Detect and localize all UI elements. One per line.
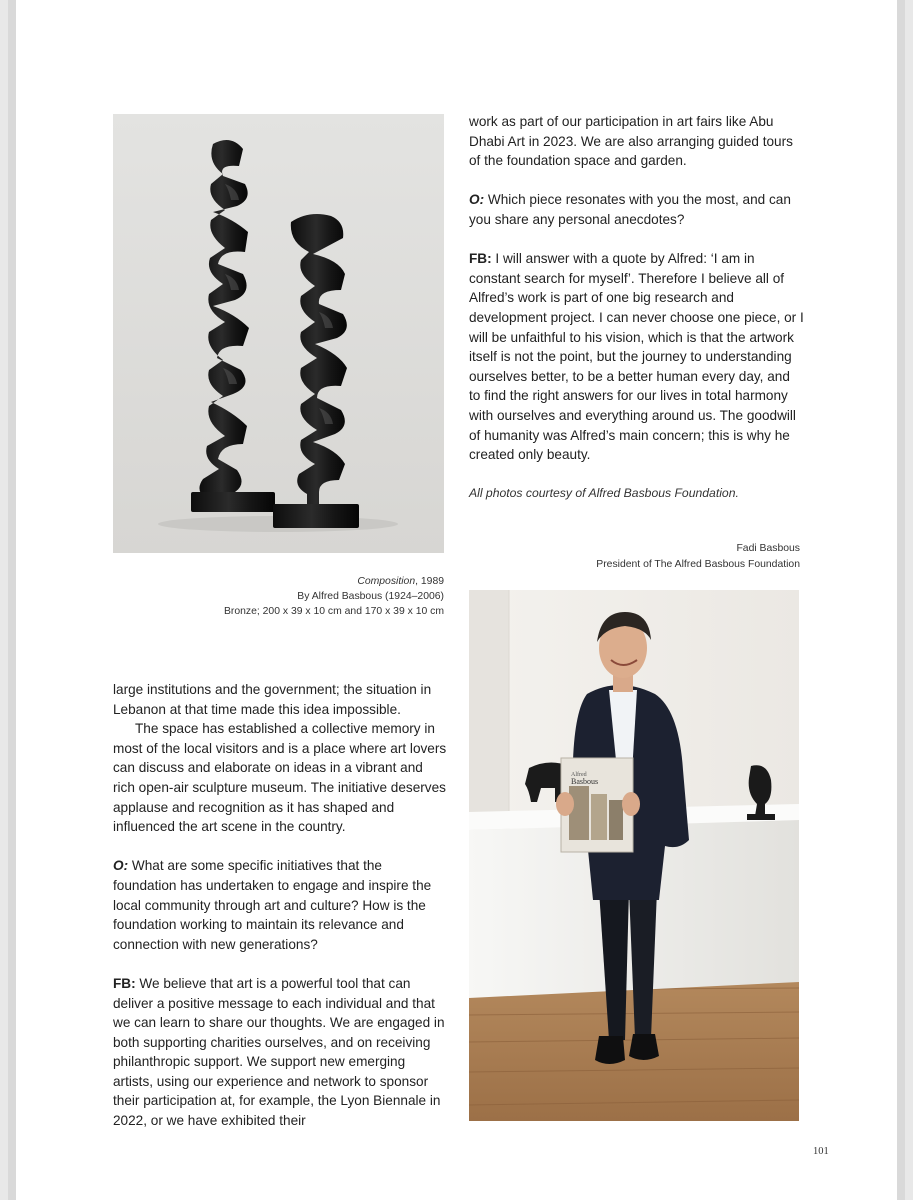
portrait-photo [469, 590, 799, 1121]
speaker-label: O: [113, 858, 129, 874]
answer [469, 249, 804, 465]
paragraph: The space has established a collective memory in most of the local visitors and is a place where art lovers can discuss and elaborate on ideas in a vibrant and rich open-air sculpture museum. The initiative deserves applause and recognition as it has shaped and influenced the art scene in the country. [113, 721, 447, 835]
question-text: What are some specific initiatives that the foundation has undertaken to engage and inspire the local community through art and culture? How is the foundation working to maintain its relevance and connection with new generations? [113, 858, 432, 952]
artwork-title: Composition [357, 576, 416, 587]
person-name: Fadi Basbous [736, 543, 800, 554]
artwork-artist: By Alfred Basbous (1924–2006) [297, 591, 444, 603]
artwork-medium: Bronze; 200 x 39 x 10 cm and 170 x 39 x 10 cm [223, 606, 444, 618]
page-number: 101 [813, 1146, 829, 1157]
answer-text: We believe that art is a powerful tool that can deliver a positive message to each individual and that we can learn to share our thoughts. We are engaged in both supporting charities ourselves, and on receiving philanthropic support. We support new emerging artists, using our experience and network to sponsor their participation at, for example, the Lyon Biennale in 2022, or we have exhibited their [113, 975, 445, 1129]
left-column-text [113, 680, 448, 1131]
book-cover-line2: Basbous [571, 777, 599, 786]
speaker-label: FB: [113, 975, 136, 991]
portrait-caption [469, 541, 800, 572]
book-cover-line1: Alfred [571, 772, 587, 778]
speaker-label: O: [469, 192, 485, 208]
sculpture-photo [113, 114, 444, 553]
sculpture-caption [113, 574, 444, 620]
paragraph: large institutions and the government; the situation in Lebanon at that time made this idea impossible. [113, 682, 432, 717]
page-edge-right [897, 0, 905, 1200]
answer-text: I will answer with a quote by Alfred: ‘I am in constant search for myself’. Therefore I believe all of Alfred’s work is part of one big research and development project. I can never choose one piece, or I will be unfaithful to his vision, which is that the artwork itself is not the point, but the journey to understanding ourselves better, to be a better human every day, and to find the right answers for our lives in total harmony with ourselves and everything around us. The goodwill of humanity was Alfred’s main concern; this is why he created only beauty. [469, 251, 804, 463]
answer [113, 974, 448, 1131]
question [469, 190, 804, 229]
photo-credit: All photos courtesy of Alfred Basbous Foundation. [469, 486, 739, 501]
page-edge-left [8, 0, 16, 1200]
question [113, 856, 448, 954]
caption-title-line [113, 574, 444, 589]
right-column-text [469, 112, 804, 523]
question-text: Which piece resonates with you the most, and can you share any personal anecdotes? [469, 192, 791, 227]
artwork-year: , 1989 [415, 576, 444, 587]
speaker-label: FB: [469, 251, 492, 267]
paragraph: work as part of our participation in art fairs like Abu Dhabi Art in 2023. We are also arranging guided tours of the foundation space and garden. [469, 114, 793, 169]
person-role: President of The Alfred Basbous Foundation [596, 558, 800, 570]
